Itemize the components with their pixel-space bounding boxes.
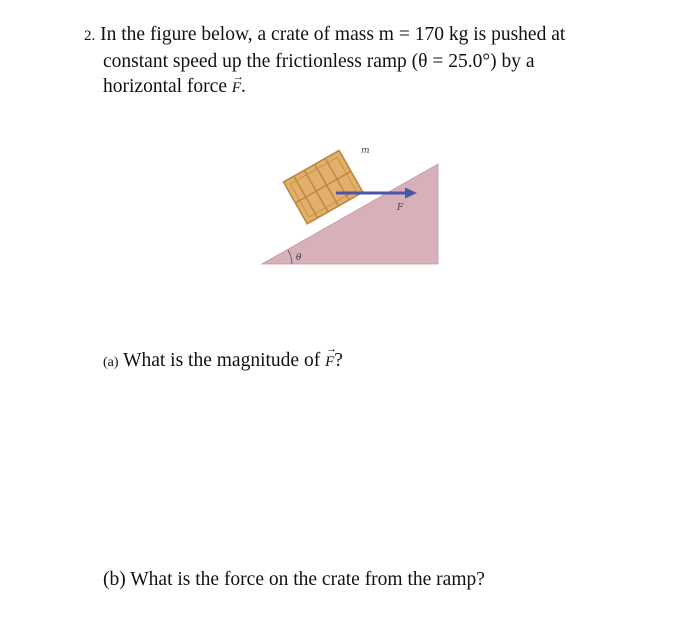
- question-a: [103, 350, 343, 372]
- question-a-force-symbol: → F: [325, 354, 334, 371]
- crate: [283, 150, 362, 223]
- problem-statement: [84, 22, 644, 101]
- question-a-text: What is the magnitude of: [123, 350, 321, 371]
- problem-text-line-1: In the figure below, a crate of mass m = 170 kg is pushed at: [100, 24, 566, 45]
- question-b: (b) What is the force on the crate from the ramp?: [103, 569, 485, 590]
- ramp-figure: [260, 140, 440, 266]
- question-a-tag: (a): [103, 355, 119, 370]
- angle-label: θ: [296, 253, 302, 263]
- force-vector-symbol: → F: [232, 76, 241, 101]
- problem-number: 2.: [84, 28, 96, 44]
- problem-line-3-period: .: [241, 76, 246, 97]
- question-a-suffix: ?: [334, 350, 343, 371]
- problem-text-line-3: horizontal force: [103, 76, 227, 97]
- problem-text-line-2: constant speed up the frictionless ramp (θ = 25.0°) by a: [103, 51, 535, 72]
- problem-line-1: [84, 22, 644, 49]
- problem-line-3: [84, 74, 644, 101]
- mass-label: m: [361, 146, 370, 156]
- force-label: F: [397, 203, 404, 213]
